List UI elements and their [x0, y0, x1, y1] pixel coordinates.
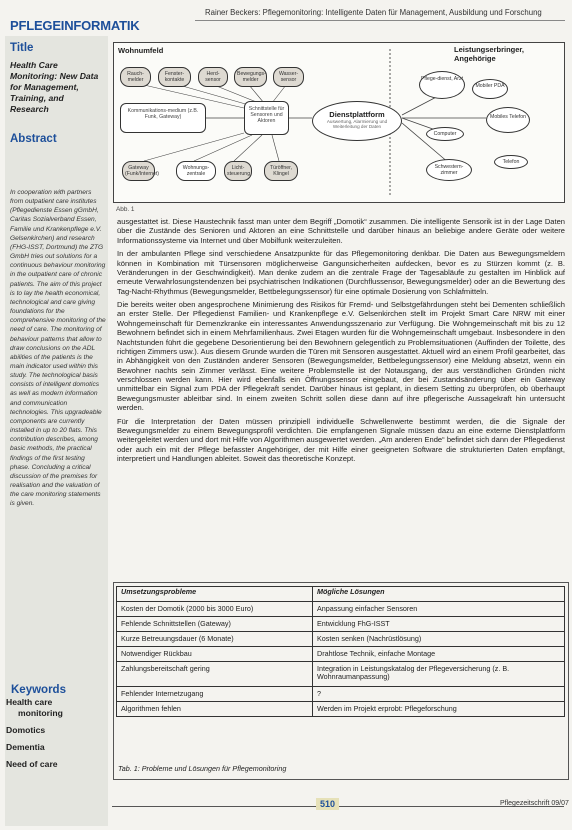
keyword: Dementia: [6, 742, 45, 752]
recipient-ellipse: Schwestern-zimmer: [426, 159, 472, 181]
recipient-ellipse: Computer: [426, 127, 464, 141]
table-cell: Notwendiger Rückbau: [117, 647, 313, 662]
device-pill: Gateway (Funk/Internet): [122, 161, 155, 181]
interface-box: Schnittstelle für Sensoren und Aktoren: [244, 101, 289, 135]
table-cell: Fehlender Internetzugang: [117, 687, 313, 702]
figure-left-label: Wohnumfeld: [118, 46, 164, 55]
table-caption: Tab. 1: Probleme und Lösungen für Pflegemonitoring: [118, 764, 287, 773]
table-cell: Fehlende Schnittstellen (Gateway): [117, 617, 313, 632]
table-cell: Anpassung einfacher Sensoren: [313, 602, 565, 617]
keyword: Health care: [6, 697, 53, 707]
communication-box: Kommunikations-medium (z.B. Funk, Gateway): [120, 103, 206, 133]
paragraph: Für die Interpretation der Daten müssen prinzipiell individuelle Schwellenwerte bestimmt werden, die die Signale der Bewegungsmelder zu einem Bewegungsprofil verdichten. Die empfangenen Signale müssen dazu an eine externe Dienstplattform weitergeleitet werden und dort mit Hilfe von Algorithmen ausgewertet werden. „Am anderen Ende“ befindet sich dann der Pflegedienst oder auch ein mit der Pflege befasster Angehöriger, der mit Hilfe einer geeigneten Software die strukturierten Daten empfängt, interpretiert und Handlungen ableitet. Soweit das theoretische Konzept.: [117, 416, 565, 463]
table-cell: Zahlungsbereitschaft gering: [117, 662, 313, 687]
keywords-heading: Keywords: [11, 684, 66, 696]
figure-caption: Abb. 1: [116, 206, 135, 213]
recipient-ellipse: Pflege-dienst, Arzt: [419, 71, 465, 99]
table-cell: Kurze Betreuungsdauer (6 Monate): [117, 632, 313, 647]
sensor-pill: Fenster-kontakte: [158, 67, 191, 87]
table-row: [117, 662, 565, 687]
device-pill: Türöffner, Klingel: [264, 161, 298, 181]
keyword: monitoring: [18, 708, 63, 718]
sensor-pill: Wasser-sensor: [273, 67, 304, 87]
service-platform-subtitle: Auswertung, Alarmierung und Weiterleitung der Daten: [326, 119, 388, 130]
table-row: [117, 602, 565, 617]
table-row: [117, 617, 565, 632]
recipient-ellipse: Telefon: [494, 155, 528, 169]
problems-table: [116, 586, 565, 717]
title-heading: Title: [10, 42, 34, 54]
abstract-heading: Abstract: [10, 133, 57, 145]
sensor-pill: Herd-sensor: [198, 67, 228, 87]
table-cell: Kosten der Domotik (2000 bis 3000 Euro): [117, 602, 313, 617]
architecture-figure: [113, 42, 565, 203]
paragraph: Die bereits weiter oben angesprochene Minimierung des Risikos für Fremd- und Selbstgefährdungen steht bei Dementen schließlich an erster Stelle. Der Pflegedienst Familien- und Krankenpflege e.V. Gelsenkirchen stellt im Projekt Smart Care NRW mit einer Wohngemeinschaft für Demenzkranke ein interessantes Anwendungsszenario zur Verfügung. Die Wohngemeinschaft mit bis zu 12 Bewohnern befindet sich in einem Mehrfamilienhaus. Zwei Etagen wurden für die Wohngemeinschaft umgebaut. Insbesondere in den Nachtstunden führt die gegebene Desorientierung bei den Bewohnern gelegentlich zu Problemsituationen (Auffinden der Toilette, des richtigen Zimmers usw.). Aus diesem Grunde wurden die Türen mit Sensoren ausgestattet. Aktuell wird an einem Profil gearbeitet, das in Abhängigkeit von den Zuständen anderer Sensoren (Bewegungsmelder, Bettbelegungssensor) eine Meldung absetzt, wenn ein Bewohner nachts sein Zimmer verlässt. Eine weitere Problemstelle ist der Notausgang, der aus verständlichen Gründen nicht verschlossen werden kann. Hier wird ebenfalls ein Öffnungssensor eingebaut, der bei Zustandsänderung über ein Gateway unmittelbar ein Signal zum PDA der Pflegekraft sendet. Darüber hinaus ist geplant, in diesem Setting zu überprüfen, ob überhaupt Bewegungsmuster ableitbar sind. In einem zweiten Schritt sollen diese dann auf ihre pflegerische Aussagekraft hin untersucht werden.: [117, 300, 565, 413]
device-pill: Wohnungs-zentrale: [176, 161, 216, 181]
table-header: Mögliche Lösungen: [313, 587, 565, 602]
sensor-pill: Bewegungs-melder: [234, 67, 267, 87]
title-text: Health Care Monitoring: New Data for Management, Training, and Research: [10, 60, 99, 114]
sensor-pill: Rauch-melder: [120, 67, 151, 87]
table-cell: ?: [313, 687, 565, 702]
table-row: [117, 647, 565, 662]
table-header: Umsetzungsprobleme: [117, 587, 313, 602]
table-cell: Drahtlose Technik, einfache Montage: [313, 647, 565, 662]
brand-logo: PFLEGEINFORMATIK: [10, 18, 140, 33]
service-platform-title: Dienstplattform: [329, 110, 385, 119]
journal-name: Pflegezeitschrift 09/07: [500, 800, 569, 807]
keyword: Domotics: [6, 725, 46, 735]
keyword: Need of care: [6, 759, 58, 769]
running-head: Rainer Beckers: Pflegemonitoring: Intelligente Daten für Management, Ausbildung und Forschung: [205, 8, 542, 17]
service-platform: [312, 101, 402, 141]
header-rule: [195, 20, 565, 21]
keywords-list: [6, 697, 101, 776]
table-cell: Werden im Projekt erprobt: Pflegeforschung: [313, 702, 565, 717]
recipient-ellipse: Mobiler PDA: [472, 79, 508, 99]
abstract-text: In cooperation with partners from outpatient care institutes (Pflegedienste Essen gGmbH, Caritas Sozialverband Essen, Familie und Krankenpflege e.V. Gelsenkirchen) and research (FHG-ISST, Dortmund) the ZTG GmbH tries out solutions for a continuous behaviour monitoring in the outpatient care of chronic patients. The aim of this project is to lay the health economical, technological and care giving foundations for the comprehensive monitoring of the need of care. The monitoring of behaviour patterns that allow to draw conclusions on the ADL abilities of the patients is the main indicator used within this study. The technological basis consists of intelligent domotics as well as modern information and communication technologies. This upgradeable components are currently installed in up to 20 flats. This contribution describes, among basic methods, the practical findings of the first testing phase. Concluding a critical discussion of the premises for realisation and the valuation of the care monitoring statements is given.: [10, 189, 106, 508]
table-cell: Integration in Leistungskatalog der Pflegeversicherung (z. B. Wohnraumanpassung): [313, 662, 565, 687]
table-cell: Entwicklung FhG-ISST: [313, 617, 565, 632]
article-body: [117, 217, 565, 467]
page-number: 510: [316, 798, 339, 810]
paragraph: In der ambulanten Pflege sind verschiedene Ansatzpunkte für das Pflegemonitoring denkbar. Die Daten aus Bewegungsmeldern können in Kombination mit Türsensoren möglicherweise Gangunsicherheiten aufdecken, bevor es zu Stürzen kommt (z. B. Veränderungen in der Geschwindigkeit). Man denke zudem an die zentrale Frage der Tagesabläufe zu gestalten im Hinblick auf erneute Verwahrlosungstendenzen bei psychiatrischen Indikationen (Durchflussensor, Bewegungsmelder) oder an die Bewertung des Tag-Nacht-Rhythmus (Bewegungsmelder, Bettbelegungssensor) für eine optimale Dosierung von Schlafmitteln.: [117, 249, 565, 296]
table-header-row: [117, 587, 565, 602]
paragraph: ausgestattet ist. Diese Haustechnik fasst man unter dem Begriff „Domotik“ zusammen. Die intelligente Sensorik ist in der Lage Daten über die Zustände des Senioren und Aktoren an eine Schnittstelle und darüber hinaus an beliebige andere Geräte oder weitere Informationssysteme via Internet und über Mobilfunk weiterzuleiten.: [117, 217, 565, 245]
table-row: [117, 632, 565, 647]
table-cell: Algorithmen fehlen: [117, 702, 313, 717]
device-pill: Licht-steuerung: [224, 161, 252, 181]
recipient-ellipse: Mobiles Telefon: [486, 107, 530, 133]
table-row: [117, 687, 565, 702]
figure-right-label: Leistungserbringer, Angehörige: [454, 45, 525, 63]
table-cell: Kosten senken (Nachrüstlösung): [313, 632, 565, 647]
table-row: [117, 702, 565, 717]
